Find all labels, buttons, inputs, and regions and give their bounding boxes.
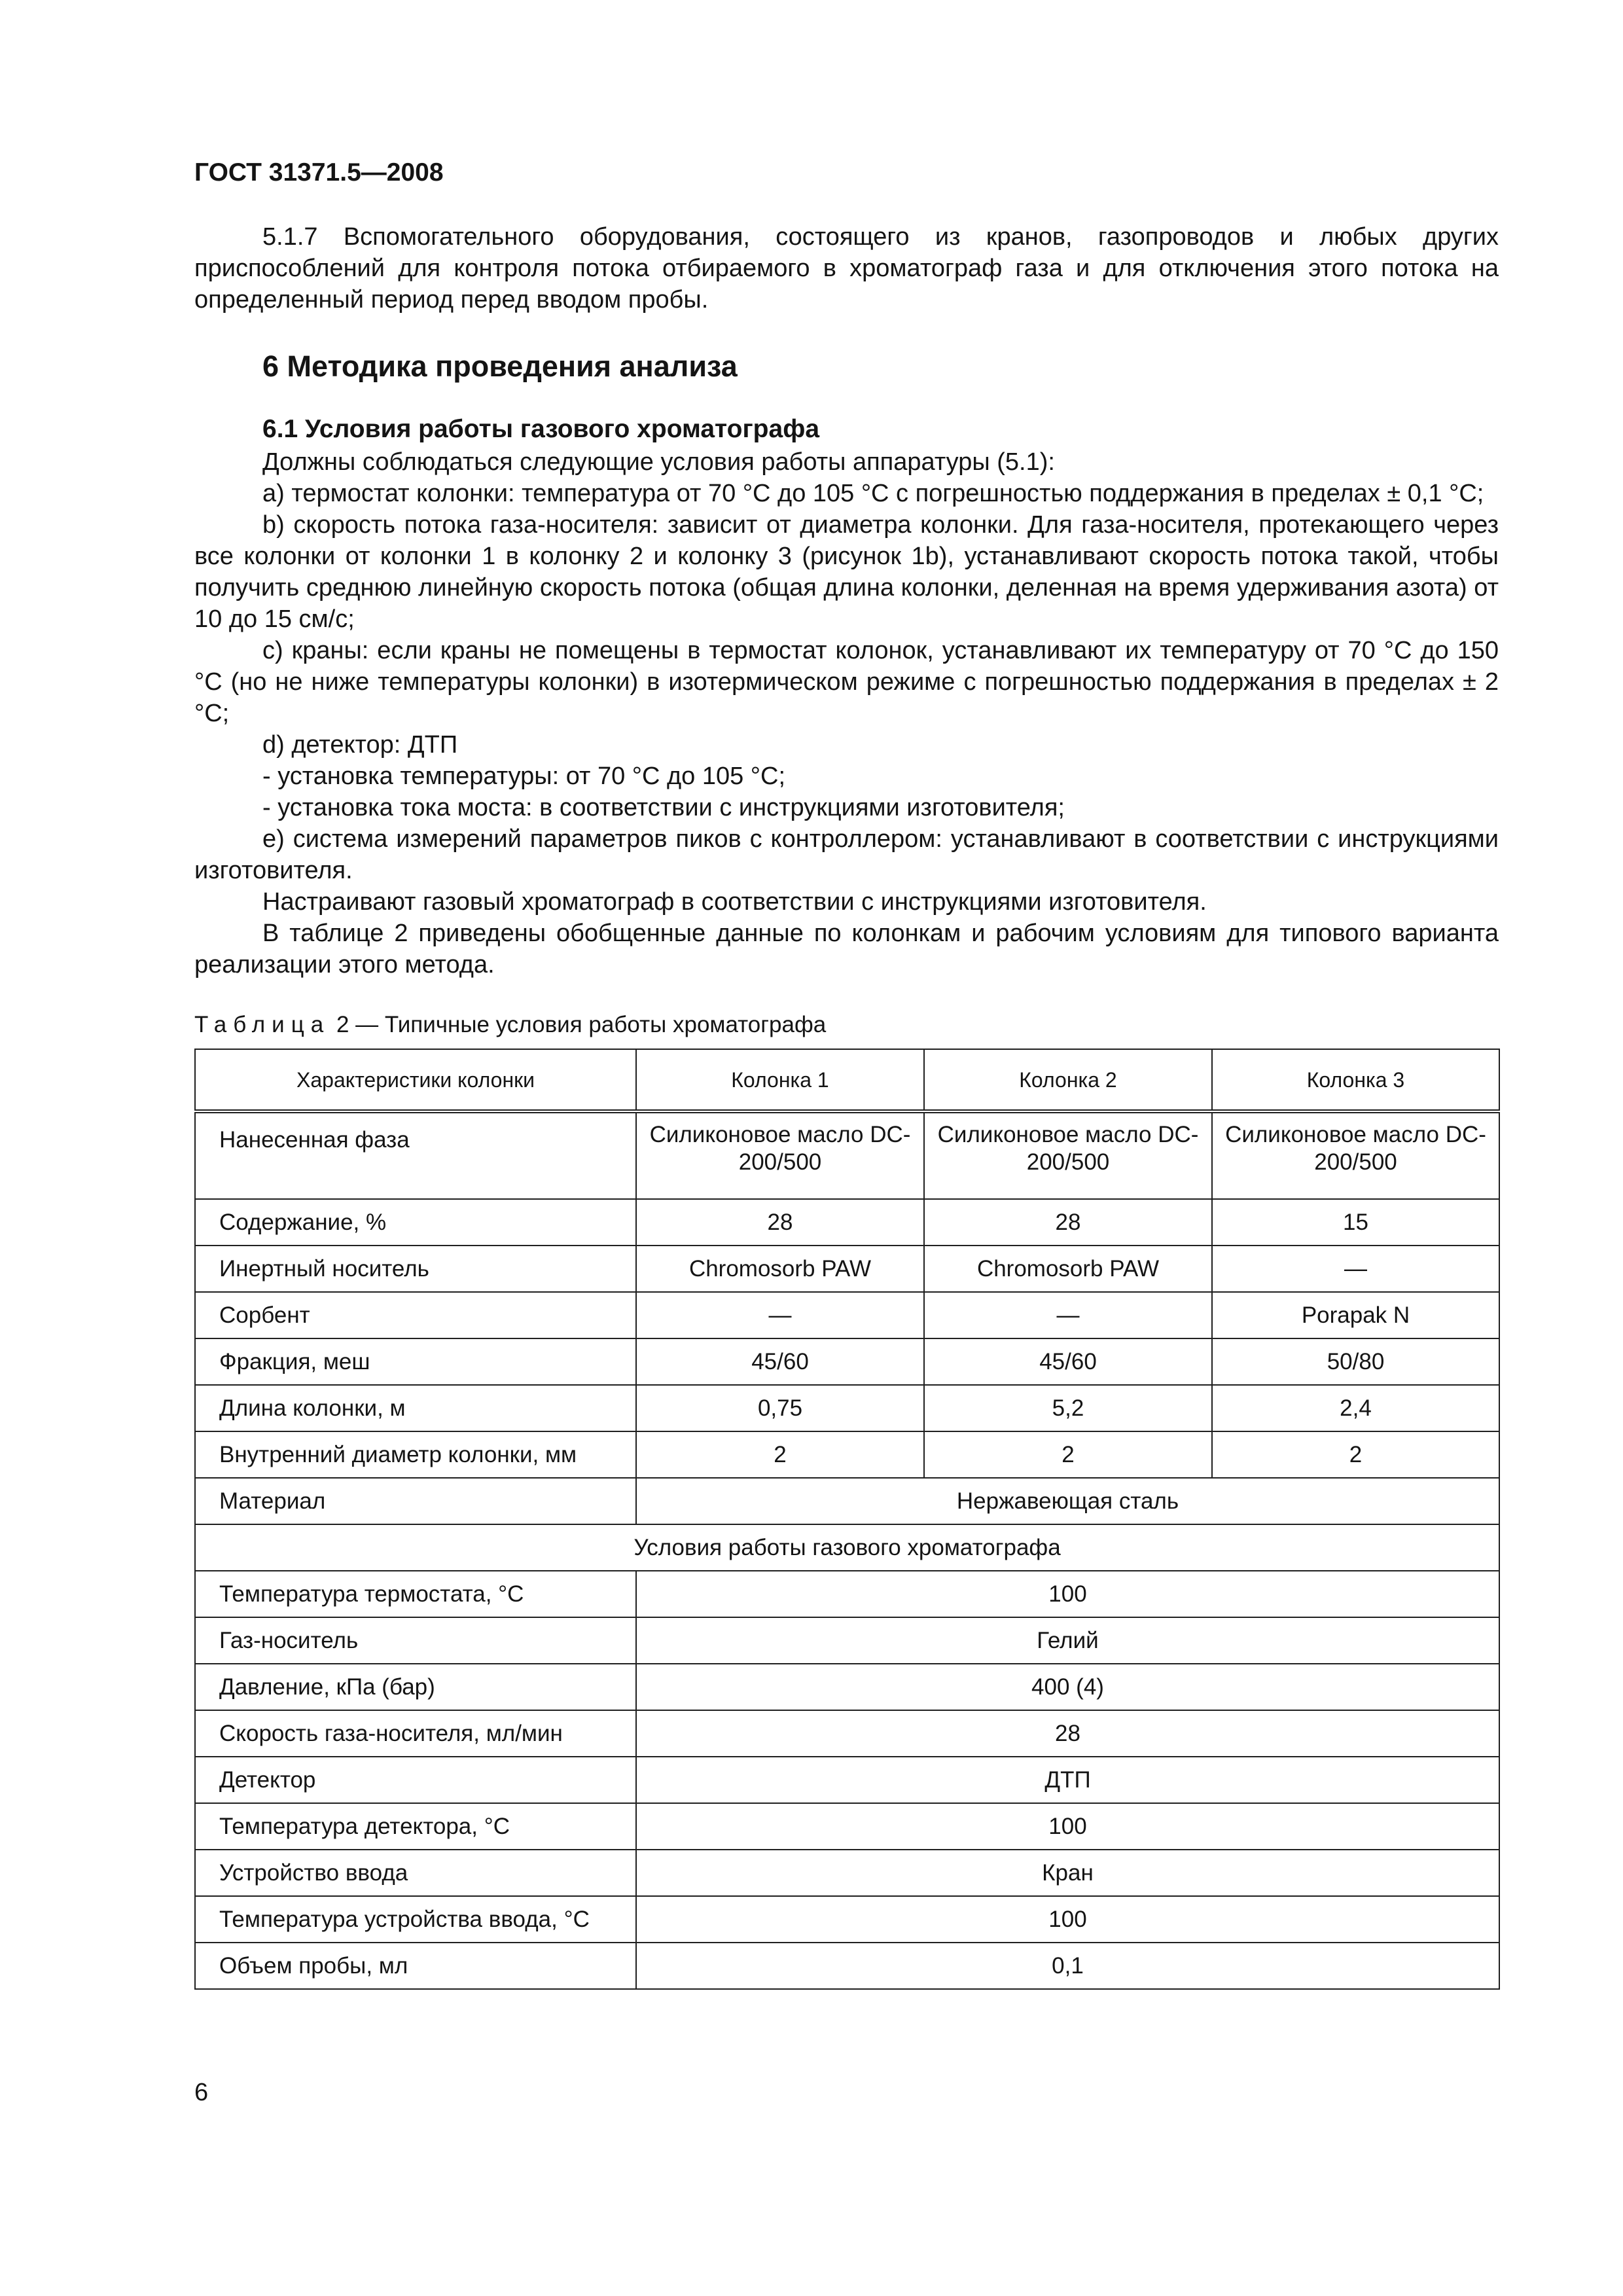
table-row <box>195 1385 1499 1431</box>
table-caption-word: Таблица <box>194 1012 330 1037</box>
table-cell: 45/60 <box>636 1338 924 1385</box>
table-cell: ДТП <box>636 1757 1499 1803</box>
table-row <box>195 1478 1499 1524</box>
table-cell: 100 <box>636 1803 1499 1850</box>
row-label: Внутренний диаметр колонки, мм <box>195 1431 636 1478</box>
table-row <box>195 1431 1499 1478</box>
row-label: Нанесенная фаза <box>195 1111 636 1199</box>
table-cell: 28 <box>636 1199 924 1246</box>
row-label: Содержание, % <box>195 1199 636 1246</box>
condition-e: e) система измерений параметров пиков с контроллером: устанавливают в соответствии с инструкциями изготовителя. <box>194 825 1499 884</box>
conditions-section-title: Условия работы газового хроматографа <box>195 1524 1499 1571</box>
table-cell: 2 <box>924 1431 1212 1478</box>
row-label: Скорость газа-носителя, мл/мин <box>195 1710 636 1757</box>
table-row <box>195 1246 1499 1292</box>
table-row <box>195 1199 1499 1246</box>
table-row <box>195 1896 1499 1943</box>
table-cell: 2 <box>1212 1431 1499 1478</box>
section-6-title: 6 Методика проведения анализа <box>262 350 738 383</box>
table-row <box>195 1664 1499 1710</box>
table-row <box>195 1710 1499 1757</box>
table-cell: Гелий <box>636 1617 1499 1664</box>
table-cell: 28 <box>924 1199 1212 1246</box>
table-caption <box>194 1011 1499 1039</box>
conditions-intro: Должны соблюдаться следующие условия работы аппаратуры (5.1): <box>262 448 1055 476</box>
condition-d: d) детектор: ДТП <box>262 731 458 759</box>
row-label: Детектор <box>195 1757 636 1803</box>
row-label: Материал <box>195 1478 636 1524</box>
table-cell: 5,2 <box>924 1385 1212 1431</box>
row-label: Длина колонки, м <box>195 1385 636 1431</box>
table-cell: Силиконовое масло DC-200/500 <box>636 1111 924 1199</box>
paragraph-setup: Настраивают газовый хроматограф в соответствии с инструкциями изготовителя. <box>262 888 1207 916</box>
table-cell: 0,1 <box>636 1943 1499 1989</box>
table-cell: 45/60 <box>924 1338 1212 1385</box>
table-cell: Нержавеющая сталь <box>636 1478 1499 1524</box>
table-cell: 50/80 <box>1212 1338 1499 1385</box>
document-header: ГОСТ 31371.5—2008 <box>194 158 444 187</box>
table-row <box>195 1111 1499 1199</box>
row-label: Фракция, меш <box>195 1338 636 1385</box>
page-number: 6 <box>194 2079 209 2106</box>
table-cell: 15 <box>1212 1199 1499 1246</box>
table-row <box>195 1617 1499 1664</box>
row-label: Температура термостата, °С <box>195 1571 636 1617</box>
header-cell: Характеристики колонки <box>195 1049 636 1111</box>
table-caption-text: 2 — Типичные условия работы хроматографа <box>336 1012 827 1037</box>
table-cell: Кран <box>636 1850 1499 1896</box>
condition-c: c) краны: если краны не помещены в термостат колонок, устанавливают их температуру от 70 °С до 150 °С (но не ниже температуры колонки) в изотермическом режиме с погрешностью поддержания в пределах ± 2 °С; <box>194 637 1499 727</box>
document-page <box>194 157 1499 1990</box>
row-label: Сорбент <box>195 1292 636 1338</box>
condition-d-current: - установка тока моста: в соответствии с инструкциями изготовителя; <box>262 794 1065 821</box>
header-cell: Колонка 2 <box>924 1049 1212 1111</box>
table-cell: Chromosorb PAW <box>924 1246 1212 1292</box>
table-cell: — <box>1212 1246 1499 1292</box>
condition-b: b) скорость потока газа-носителя: зависит от диаметра колонки. Для газа-носителя, протекающего через все колонки от колонки 1 в колонку 2 и колонку 3 (рисунок 1b), устанавливают скорость потока такой, чтобы получить среднюю линейную скорость потока (общая длина колонки, деленная на время удерживания азота) от 10 до 15 см/с; <box>194 511 1499 633</box>
table-cell: 100 <box>636 1896 1499 1943</box>
table-cell: Силиконовое масло DC-200/500 <box>924 1111 1212 1199</box>
conditions-list <box>194 446 1499 980</box>
condition-a: a) термостат колонки: температура от 70 °С до 105 °С с погрешностью поддержания в пределах ± 0,1 °С; <box>262 480 1484 507</box>
table-header-row <box>195 1049 1499 1111</box>
table-cell: 28 <box>636 1710 1499 1757</box>
row-label: Давление, кПа (бар) <box>195 1664 636 1710</box>
condition-d-temp: - установка температуры: от 70 °С до 105 °С; <box>262 762 786 790</box>
header-cell: Колонка 3 <box>1212 1049 1499 1111</box>
table-cell: Porapak N <box>1212 1292 1499 1338</box>
table-row <box>195 1803 1499 1850</box>
table-row <box>195 1943 1499 1989</box>
table-row <box>195 1571 1499 1617</box>
table-cell: Chromosorb PAW <box>636 1246 924 1292</box>
table-cell: 2 <box>636 1431 924 1478</box>
paragraph-table-ref: В таблице 2 приведены обобщенные данные по колонкам и рабочим условиям для типового варианта реализации этого метода. <box>194 920 1499 978</box>
table-row <box>195 1757 1499 1803</box>
table-cell: 400 (4) <box>636 1664 1499 1710</box>
table-row <box>195 1850 1499 1896</box>
table-cell: — <box>924 1292 1212 1338</box>
row-label: Устройство ввода <box>195 1850 636 1896</box>
paragraph-5-1-7: 5.1.7 Вспомогательного оборудования, состоящего из кранов, газопроводов и любых других приспособлений для контроля потока отбираемого в хроматограф газа и для отключения этого потока на определенный период перед вводом пробы. <box>194 223 1499 314</box>
row-label: Температура устройства ввода, °С <box>195 1896 636 1943</box>
table-section-row <box>195 1524 1499 1571</box>
table-cell: 2,4 <box>1212 1385 1499 1431</box>
table-cell: — <box>636 1292 924 1338</box>
table-2 <box>194 1049 1500 1990</box>
row-label: Температура детектора, °С <box>195 1803 636 1850</box>
table-cell: 0,75 <box>636 1385 924 1431</box>
table-cell: 100 <box>636 1571 1499 1617</box>
row-label: Инертный носитель <box>195 1246 636 1292</box>
row-label: Объем пробы, мл <box>195 1943 636 1989</box>
table-cell: Силиконовое масло DC-200/500 <box>1212 1111 1499 1199</box>
table-row <box>195 1338 1499 1385</box>
header-cell: Колонка 1 <box>636 1049 924 1111</box>
row-label: Газ-носитель <box>195 1617 636 1664</box>
section-6-1-title: 6.1 Условия работы газового хроматографа <box>262 415 820 443</box>
table-row <box>195 1292 1499 1338</box>
